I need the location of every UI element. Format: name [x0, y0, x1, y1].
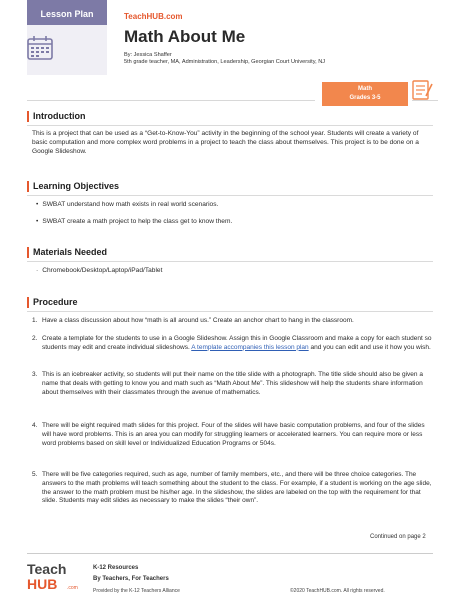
- materials-heading: Materials Needed: [27, 246, 433, 259]
- subject-badge: [322, 82, 408, 106]
- logo-teach: Teach: [27, 561, 67, 577]
- procedure-heading: Procedure: [27, 296, 433, 309]
- template-link[interactable]: A template accompanies this lesson plan: [191, 343, 309, 351]
- procedure-step: [32, 335, 432, 353]
- objective-text: SWBAT understand how math exists in real world scenarios.: [42, 201, 219, 208]
- footer-tagline-2: By Teachers, For Teachers: [93, 576, 169, 582]
- logo-hub: HUB: [27, 576, 58, 592]
- calendar-icon: [27, 36, 53, 60]
- step-number: 2.: [32, 335, 38, 342]
- material-text: Chromebook/Desktop/Laptop/iPad/Tablet: [42, 267, 163, 274]
- brand-name: TeachHUB.com: [124, 12, 183, 21]
- footer-copyright: ©2020 TeachHUB.com. All rights reserved.: [290, 588, 385, 594]
- step-text: There will be eight required math slides for this project. Four of the slides will have basic computation problems, and four of the slides will have word problems. This is an area you can modify for struggling learners or accelerated learners. You can require more or less word problems based on skill level or Individualized Education Programs or 504s.: [42, 422, 425, 447]
- page-title: Math About Me: [124, 27, 246, 46]
- step-number: 4.: [32, 422, 38, 429]
- step-body: [42, 335, 432, 353]
- teachhub-logo: [27, 561, 87, 597]
- author-credentials: 5th grade teacher, MA, Administration, Leadership, Georgian Court University, NJ: [124, 59, 326, 66]
- procedure-step: [32, 371, 432, 397]
- lesson-plan-label: Lesson Plan: [40, 9, 94, 19]
- introduction-heading: Introduction: [27, 110, 433, 123]
- objectives-heading: Learning Objectives: [27, 180, 433, 193]
- step-text: This is an icebreaker activity, so students will put their name on the title slide with a photograph. The title slide should also be given a name that deals with getting to know you and math such as “Math About Me”. This slideshow will help the students share information about themselves with their classmates through the avenue of mathematics.: [42, 371, 423, 396]
- byline: [124, 52, 325, 67]
- footer-tagline-1: K-12 Resources: [93, 565, 139, 571]
- author: By: Jessica Shaffer: [124, 52, 172, 58]
- list-item: · Chromebook/Desktop/Laptop/iPad/Tablet: [36, 267, 163, 274]
- header-divider: [27, 100, 315, 101]
- step-number: 1.: [32, 317, 38, 324]
- logo-com: .com: [67, 585, 78, 591]
- list-item: • SWBAT create a math project to help the class get to know them.: [36, 218, 233, 225]
- introduction-text: This is a project that can be used as a “Get-to-Know-You” activity in the beginning of the school year. Students will create a variety of basic computation and more complex word problems in a project to teach the class about themselves. This project is to be done on a Google Slideshow.: [32, 130, 419, 155]
- step-text: There will be five categories required, such as age, number of family members, etc., and there will be three choice categories. The answers to the math problems will teach something about the student to the class. For example, if a student is working on the age slide, the answer to the math problem must be his/her age. In the slideshow, the slides are labeled on the top with the requirement for that slide. Students may edit slides as necessary to make the slides “their own”.: [42, 471, 432, 505]
- procedure-step: [32, 317, 432, 326]
- continued-note: Continued on page 2: [370, 534, 426, 540]
- step-text: Create a template for the students to use in a Google Slideshow. Assign this in Google Classroom and make a copy for each student so students may edit and create individual slideshows.: [42, 335, 432, 351]
- footer-provider: Provided by the K-12 Teachers Alliance: [93, 588, 180, 594]
- step-number: 3.: [32, 371, 38, 378]
- header-divider-right: [412, 100, 438, 101]
- objective-text: SWBAT create a math project to help the class get to know them.: [42, 218, 233, 225]
- subject-label: Math: [358, 86, 372, 92]
- step-text: Have a class discussion about how “math is all around us.” Create an anchor chart to hang in the classroom.: [42, 317, 354, 324]
- step-number: 5.: [32, 471, 38, 478]
- footer-divider: [27, 553, 433, 554]
- procedure-step: [32, 471, 432, 506]
- list-item: • SWBAT understand how math exists in real world scenarios.: [36, 201, 219, 208]
- document-form-icon: [410, 78, 434, 102]
- grades-label: Grades 3-5: [349, 95, 381, 101]
- step-text-after: and you can edit and use it how you wish.: [308, 343, 431, 351]
- procedure-step: [32, 422, 432, 448]
